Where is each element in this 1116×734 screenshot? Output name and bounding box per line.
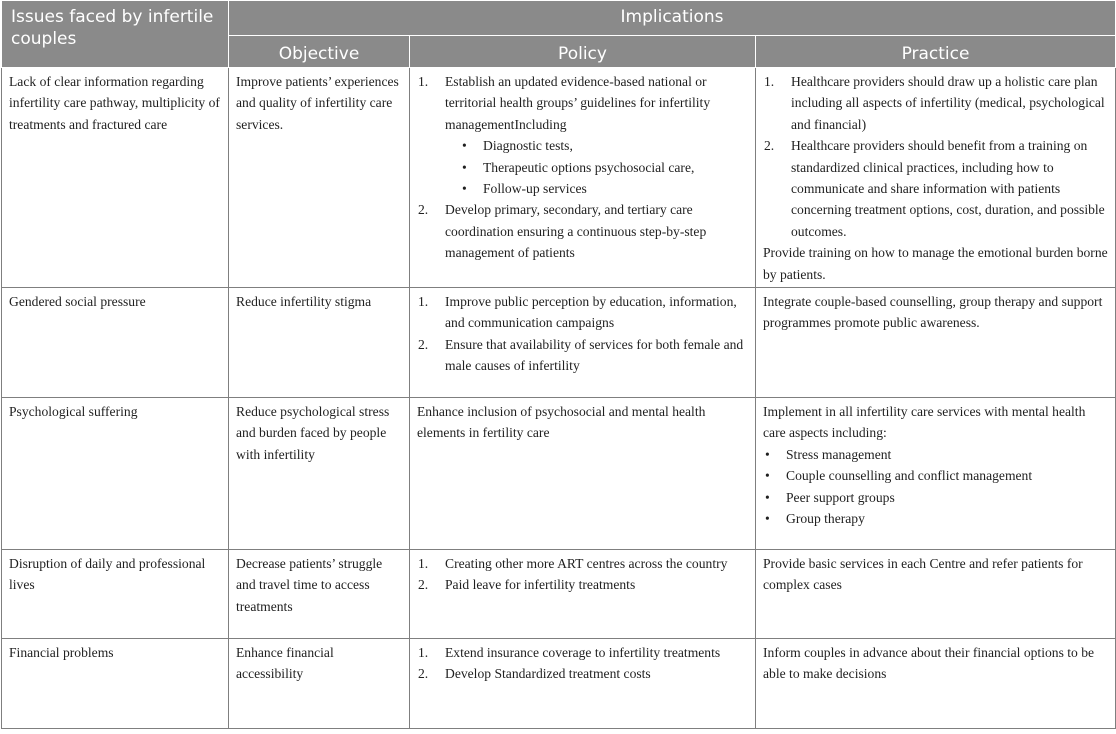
issues-header: Issues faced by infertile couples bbox=[2, 1, 229, 68]
issue-cell: Financial problems bbox=[2, 639, 229, 729]
item-number: 2. bbox=[418, 666, 429, 682]
header-row-top bbox=[2, 1, 1116, 36]
practice-item bbox=[763, 135, 1109, 242]
bullet-list bbox=[763, 444, 1109, 530]
objective-cell: Improve patients’ experiences and quality of infertility care services. bbox=[229, 68, 410, 288]
policy-cell bbox=[410, 550, 756, 639]
item-number: 1. bbox=[764, 74, 775, 89]
practice-item bbox=[763, 71, 1109, 135]
practice-header: Practice bbox=[756, 36, 1116, 68]
table-row bbox=[2, 288, 1116, 398]
item-text: Establish an updated evidence-based national or territorial health groups’ guidelines for infertility managementIncluding bbox=[445, 74, 711, 132]
item-text: Ensure that availability of services for both female and male causes of infertility bbox=[445, 336, 744, 374]
policy-cell bbox=[410, 68, 756, 288]
policy-header: Policy bbox=[410, 36, 756, 68]
policy-item bbox=[417, 199, 749, 263]
table-row bbox=[2, 639, 1116, 729]
practice-cell: Inform couples in advance about their financial options to be able to make decisions bbox=[756, 639, 1116, 729]
item-text: Creating other more ART centres across the country bbox=[445, 556, 728, 572]
policy-item bbox=[417, 553, 749, 574]
item-number: 1. bbox=[418, 645, 429, 661]
practice-cell bbox=[756, 398, 1116, 550]
item-text: Develop Standardized treatment costs bbox=[445, 666, 651, 682]
item-number: 1. bbox=[418, 556, 429, 572]
practice-note: Provide training on how to manage the emotional burden borne by patients. bbox=[763, 245, 1108, 282]
policy-item bbox=[417, 663, 749, 684]
item-number: 1. bbox=[418, 74, 429, 89]
practice-cell bbox=[756, 68, 1116, 288]
item-number: 2. bbox=[764, 138, 775, 154]
policy-cell bbox=[410, 288, 756, 398]
objective-cell: Decrease patients’ struggle and travel time to access treatments bbox=[229, 550, 410, 639]
bullet-item: • Couple counselling and conflict management bbox=[763, 465, 1109, 486]
objective-header: Objective bbox=[229, 36, 410, 68]
implications-header: Implications bbox=[229, 1, 1116, 36]
practice-cell: Provide basic services in each Centre and refer patients for complex cases bbox=[756, 550, 1116, 639]
item-number: 1. bbox=[418, 294, 429, 310]
policy-item bbox=[417, 291, 749, 334]
issue-cell: Psychological suffering bbox=[2, 398, 229, 550]
policy-item bbox=[417, 642, 749, 663]
issue-cell: Disruption of daily and professional lives bbox=[2, 550, 229, 639]
sub-item: • Therapeutic options psychosocial care, bbox=[445, 157, 749, 178]
table-row bbox=[2, 68, 1116, 288]
bullet-item: • Stress management bbox=[763, 444, 1109, 465]
item-number: 2. bbox=[418, 202, 429, 218]
sub-list bbox=[445, 135, 749, 199]
practice-intro: Implement in all infertility care services with mental health care aspects including: bbox=[763, 404, 1086, 441]
item-text: Extend insurance coverage to infertility treatments bbox=[445, 645, 721, 661]
bullet-item: • Peer support groups bbox=[763, 487, 1109, 508]
item-number: 2. bbox=[418, 577, 429, 593]
item-text: Healthcare providers should draw up a holistic care plan including all aspects of infertility (medical, psychological and financial) bbox=[791, 74, 1105, 132]
item-text: Healthcare providers should benefit from a training on standardized clinical practices, including how to communicate and share information with patients concerning treatment options, cost, duration, and possible outcomes. bbox=[791, 138, 1105, 239]
item-number: 2. bbox=[418, 336, 429, 352]
sub-item: • Diagnostic tests, bbox=[445, 135, 749, 156]
table-row bbox=[2, 550, 1116, 639]
sub-item: • Follow-up services bbox=[445, 178, 749, 199]
implications-table bbox=[1, 0, 1116, 729]
objective-cell: Reduce infertility stigma bbox=[229, 288, 410, 398]
issue-cell: Lack of clear information regarding infertility care pathway, multiplicity of treatments and fractured care bbox=[2, 68, 229, 288]
item-text: Paid leave for infertility treatments bbox=[445, 577, 636, 593]
policy-item bbox=[417, 574, 749, 595]
item-text: Improve public perception by education, information, and communication campaigns bbox=[445, 294, 737, 331]
issue-cell: Gendered social pressure bbox=[2, 288, 229, 398]
item-text: Develop primary, secondary, and tertiary care coordination ensuring a continuous step-by-step management of patients bbox=[445, 202, 707, 261]
bullet-item: • Group therapy bbox=[763, 508, 1109, 529]
policy-cell bbox=[410, 639, 756, 729]
policy-item bbox=[417, 71, 749, 199]
practice-cell: Integrate couple-based counselling, group therapy and support programmes promote public awareness. bbox=[756, 288, 1116, 398]
policy-cell: Enhance inclusion of psychosocial and mental health elements in fertility care bbox=[410, 398, 756, 550]
objective-cell: Reduce psychological stress and burden faced by people with infertility bbox=[229, 398, 410, 550]
table-row bbox=[2, 398, 1116, 550]
policy-item bbox=[417, 334, 749, 377]
objective-cell: Enhance financial accessibility bbox=[229, 639, 410, 729]
